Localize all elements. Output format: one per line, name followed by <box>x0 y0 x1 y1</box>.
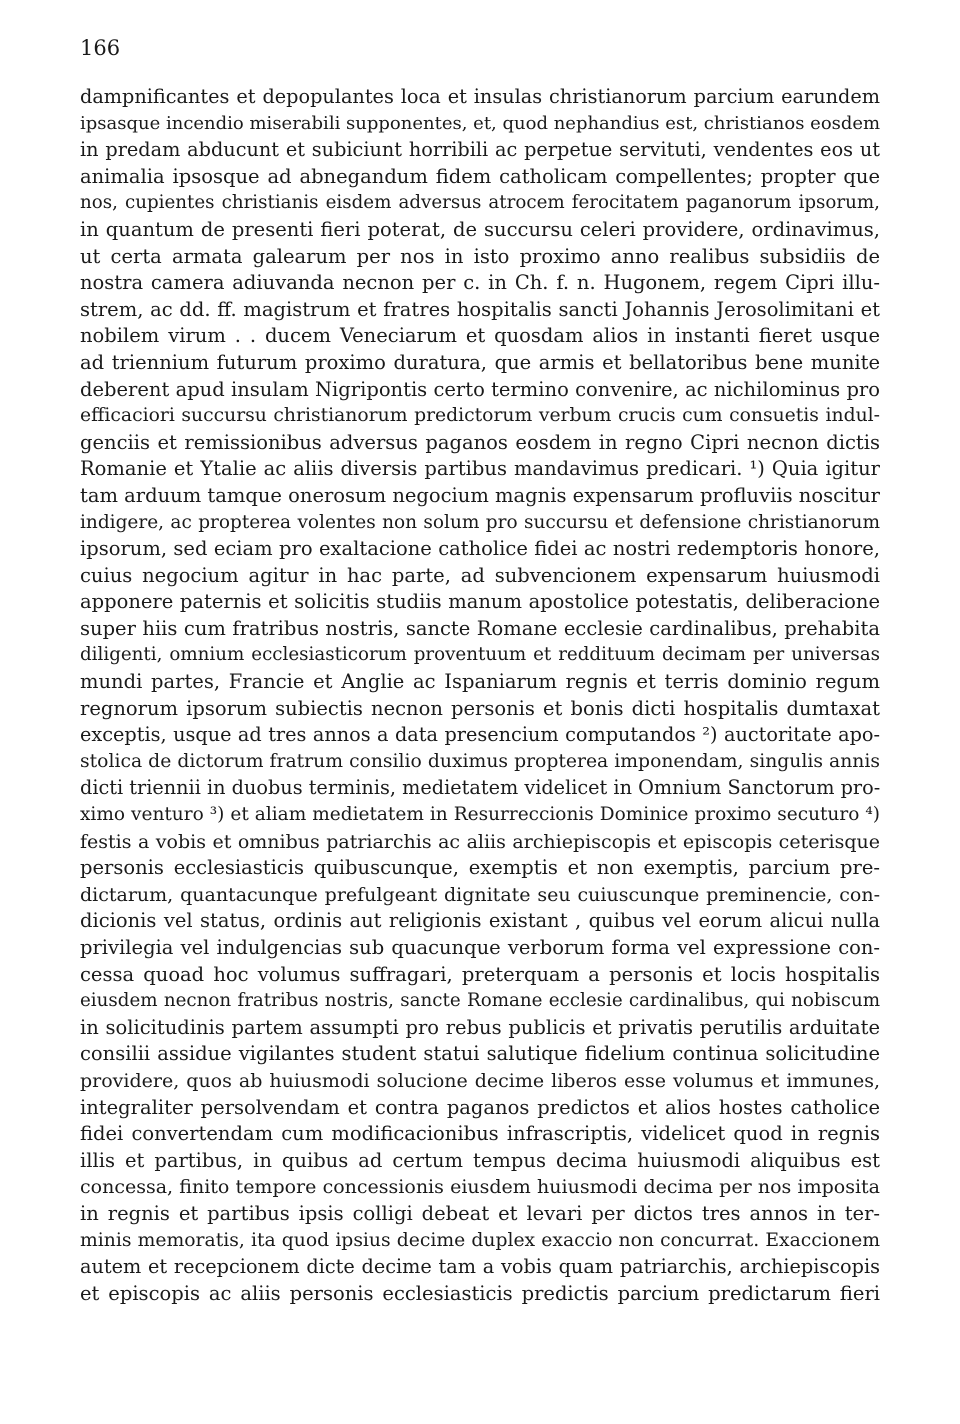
text-line: exceptis, usque ad tres annos a data presencium computandos ²) auctoritate apo- <box>80 723 880 747</box>
text-line: dicti triennii in duobus terminis, medietatem videlicet in Omnium Sanctorum pro- <box>80 776 880 800</box>
text-line: animalia ipsosque ad abnegandum fidem catholicam compellentes; propter que <box>80 164 880 188</box>
text-line: ximo venturo ³) et aliam medietatem in Resurreccionis Dominice proximo secuturo ⁴) <box>80 804 880 826</box>
text-line: in quantum de presenti fieri poterat, de succursu celeri providere, ordinavimus, <box>80 217 880 241</box>
text-line: nobilem virum . . ducem Veneciarum et quosdam alios in instanti fieret usque <box>80 324 880 348</box>
text-line: ut certa armata galearum per nos in isto proximo anno realibus subsidiis de <box>80 244 880 268</box>
main-text <box>80 84 880 1307</box>
text-line: strem, ac dd. ff. magistrum et fratres hospitalis sancti Johannis Jerosolimitani et <box>80 297 880 321</box>
text-line: stolica de dictorum fratrum consilio duximus propterea imponendam, singulis annis <box>80 750 880 772</box>
text-line: super hiis cum fratribus nostris, sancte Romane ecclesie cardinalibus, prehabita <box>80 616 880 640</box>
text-line: eiusdem necnon fratribus nostris, sancte Romane ecclesie cardinalibus, qui nobiscum <box>80 990 880 1012</box>
text-line: consilii assidue vigilantes student statui salutique fidelium continua solicitudine <box>80 1042 880 1066</box>
text-line: illis et partibus, in quibus ad certum tempus decima huiusmodi aliquibus est <box>80 1148 880 1172</box>
text-line: cessa quoad hoc volumus suffragari, preterquam a personis et locis hospitalis <box>80 962 880 986</box>
text-line: Romanie et Ytalie ac aliis diversis partibus mandavimus predicari. ¹) Quia igitur <box>80 457 880 481</box>
text-line: minis memoratis, ita quod ipsius decime duplex exaccio non concurrat. Exaccionem <box>80 1229 880 1251</box>
text-line: regnorum ipsorum subiectis necnon personis et bonis dicti hospitalis dumtaxat <box>80 696 880 720</box>
text-line: mundi partes, Francie et Anglie ac Ispaniarum regnis et terris dominio regum <box>80 670 880 694</box>
text-line: nos, cupientes christianis eisdem adversus atrocem ferocitatem paganorum ipsorum, <box>80 192 880 214</box>
page-number: 166 <box>80 36 121 60</box>
text-line: providere, quos ab huiusmodi solucione decime liberos esse volumus et immunes, <box>80 1069 880 1092</box>
text-line: deberent apud insulam Nigripontis certo termino convenire, ac nichilominus pro <box>80 377 880 401</box>
text-line: ad triennium futurum proximo duratura, que armis et bellatoribus bene munite <box>80 350 880 374</box>
text-line: in solicitudinis partem assumpti pro rebus publicis et privatis perutilis arduitate <box>80 1015 880 1039</box>
text-line: dampnificantes et depopulantes loca et insulas christianorum parcium earundem <box>80 85 880 108</box>
text-line: indigere, ac propterea volentes non solum pro succursu et defensione christianorum <box>80 511 880 533</box>
text-line: nostra camera adiuvanda necnon per c. in Ch. f. n. Hugonem, regem Cipri illu- <box>80 271 880 295</box>
text-line: cuius negocium agitur in hac parte, ad subvencionem expensarum huiusmodi <box>80 563 880 587</box>
text-line: dictarum, quantacunque prefulgeant dignitate seu cuiuscunque preminencie, con- <box>80 883 880 906</box>
text-line: autem et recepcionem dicte decime tam a vobis quam patriarchis, archiepiscopis <box>80 1255 880 1279</box>
text-line: genciis et remissionibus adversus paganos eosdem in regno Cipri necnon dictis <box>80 430 880 454</box>
text-line: tam arduum tamque onerosum negocium magnis expensarum profluviis noscitur <box>80 483 880 507</box>
text-line: efficaciori succursu christianorum predictorum verbum crucis cum consuetis indul- <box>80 405 880 427</box>
text-line: ipsasque incendio miserabili supponentes, et, quod nephandius est, christianos eosdem <box>80 112 880 134</box>
text-line: festis a vobis et omnibus patriarchis ac aliis archiepiscopis et episcopis ceterisque <box>80 830 880 853</box>
text-line: ipsorum, sed eciam pro exaltacione catholice fidei ac nostri redemptoris honore, <box>80 537 880 561</box>
text-line: personis ecclesiasticis quibuscunque, exemptis et non exemptis, parcium pre- <box>80 856 880 880</box>
text-line: dicionis vel status, ordinis aut religionis existant , quibus vel eorum alicui nulla <box>80 909 880 933</box>
text-line: in predam abducunt et subiciunt horribili ac perpetue servituti, vendentes eos ut <box>80 138 880 162</box>
text-line: integraliter persolvendam et contra paganos predictos et alios hostes catholice <box>80 1095 880 1119</box>
text-line: concessa, finito tempore concessionis eiusdem huiusmodi decima per nos imposita <box>80 1176 880 1199</box>
text-line: et episcopis ac aliis personis ecclesiasticis predictis parcium predictarum fieri <box>80 1281 880 1305</box>
text-line: diligenti, omnium ecclesiasticorum proventuum et reddituum decimam per universas <box>80 644 880 666</box>
text-line: fidei convertendam cum modificacionibus infrascriptis, videlicet quod in regnis <box>80 1122 880 1146</box>
text-line: privilegia vel indulgencias sub quacunque verborum forma vel expressione con- <box>80 936 880 959</box>
text-line: apponere paternis et solicitis studiis manum apostolice potestatis, deliberacione <box>80 590 880 614</box>
text-line: in regnis et partibus ipsis colligi debeat et levari per dictos tres annos in ter- <box>80 1201 880 1225</box>
